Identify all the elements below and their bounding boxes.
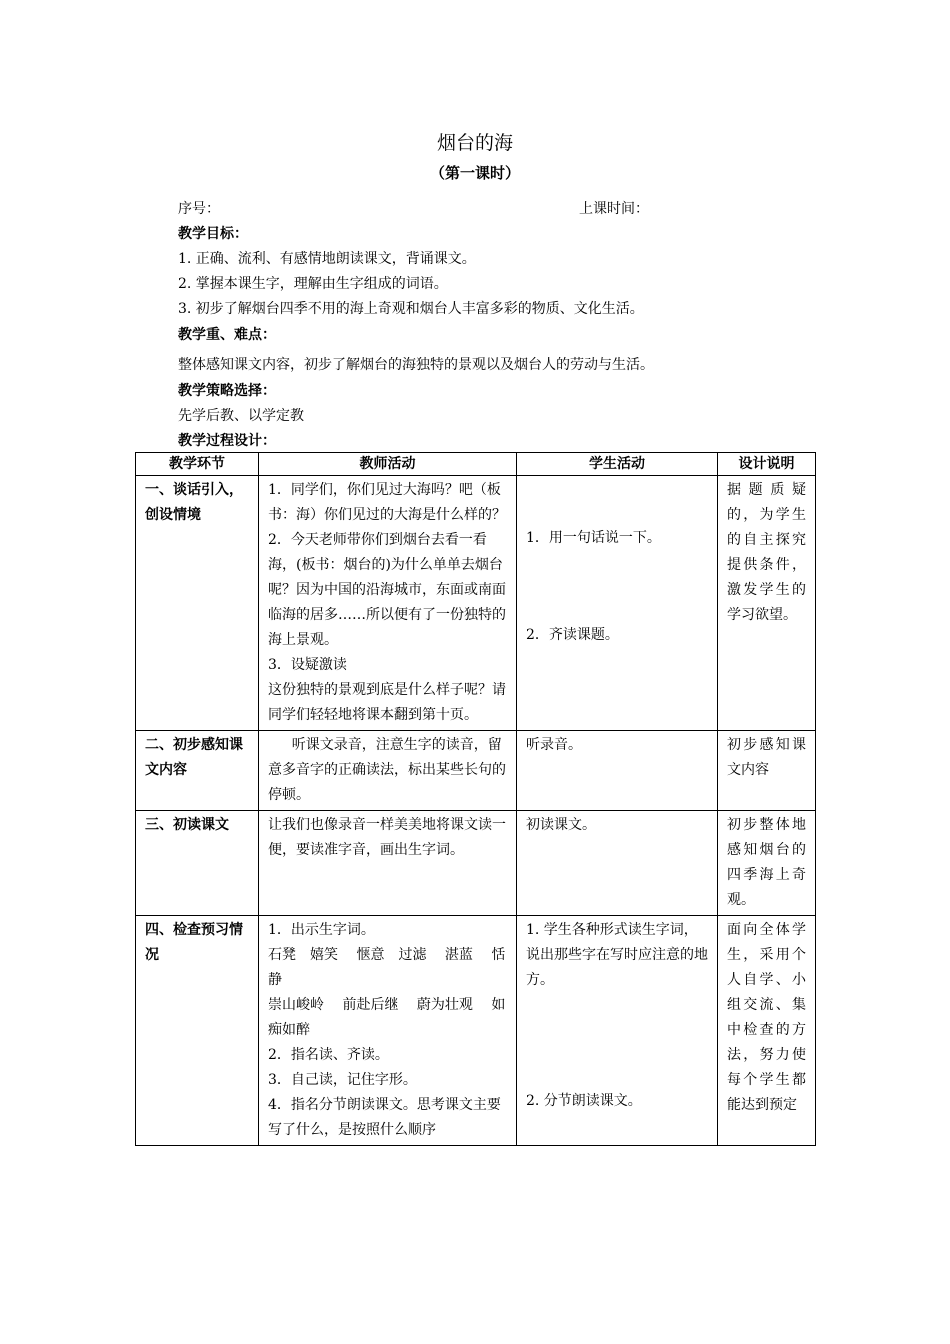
teacher-cell [259, 916, 517, 1146]
table-row [136, 731, 816, 811]
student-cell: 初读课文。 [517, 811, 718, 916]
goal-item-2: 2. 掌握本课生字，理解由生字组成的词语。 [178, 276, 448, 292]
strategy-text: 先学后教、以学定教 [178, 408, 304, 424]
stage-cell: 二、初步感知课文内容 [136, 731, 259, 811]
teacher-text: 1．出示生字词。 [268, 922, 375, 938]
note-cell: 初步整体地感知烟台的四季海上奇观。 [718, 811, 816, 916]
note-cell: 初步感知课文内容 [718, 731, 816, 811]
header-info-row [178, 198, 878, 220]
header-note: 设计说明 [718, 453, 816, 476]
goals-heading: 教学目标： [178, 226, 248, 242]
teacher-cell: 听课文录音，注意生字的读音，留意多音字的正确读法，标出某些长句的停顿。 [259, 731, 517, 811]
student-cell [517, 916, 718, 1146]
table-row [136, 476, 816, 731]
teacher-text: 3．自己读，记住字形。 [268, 1072, 417, 1088]
stage-cell: 四、检查预习情况 [136, 916, 259, 1146]
teacher-cell: 让我们也像录音一样美美地将课文读一便，要读准字音，画出生字词。 [259, 811, 517, 916]
student-text: 1. 学生各种形式读生字词，说出那些字在写时应注意的地方。 [526, 922, 708, 988]
student-text: 1．用一句话说一下。 [526, 530, 661, 546]
table-row [136, 916, 816, 1146]
serial-label: 序号： [178, 201, 220, 217]
stage-cell: 一、谈话引入，创设情境 [136, 476, 259, 731]
document-subtitle: （第一课时） [429, 164, 520, 182]
table-header-row [136, 453, 816, 476]
note-cell: 据题质疑的，为学生的自主探究提供条件，激发学生的学习欲望。 [718, 476, 816, 731]
student-cell: 听录音。 [517, 731, 718, 811]
header-student: 学生活动 [517, 453, 718, 476]
teacher-cell [259, 476, 517, 731]
teacher-text: 2．指名读、齐读。 [268, 1047, 389, 1063]
student-text: 2．齐读课题。 [526, 627, 619, 643]
teacher-text: 2．今天老师带你们到烟台去看一看海，(板书：烟台的)为什么单单去烟台呢？因为中国的沿海城市，东面或南面临海的居多……所以便有了一份独特的海上景观。 [268, 532, 506, 648]
teacher-text: 崇山峻岭 前赴后继 蔚为壮观 如痴如醉 [268, 997, 506, 1038]
lesson-plan-table [135, 452, 816, 1146]
teacher-text: 1．同学们，你们见过大海吗？吧（板书：海）你们见过的大海是什么样的？ [268, 482, 506, 523]
key-points-text: 整体感知课文内容，初步了解烟台的海独特的景观以及烟台人的劳动与生活。 [178, 357, 654, 373]
student-cell [517, 476, 718, 731]
process-heading: 教学过程设计： [178, 433, 276, 449]
teacher-text: 4．指名分节朗读课文。思考课文主要写了什么，是按照什么顺序 [268, 1097, 501, 1138]
class-time-label: 上课时间： [579, 201, 649, 217]
teacher-text: 3．设疑激读 [268, 657, 347, 673]
stage-cell: 三、初读课文 [136, 811, 259, 916]
header-teacher: 教师活动 [259, 453, 517, 476]
document-title: 烟台的海 [436, 132, 513, 154]
key-points-heading: 教学重、难点： [178, 327, 276, 343]
teacher-text: 这份独特的景观到底是什么样子呢？请同学们轻轻地将课本翻到第十页。 [268, 682, 506, 723]
header-stage: 教学环节 [136, 453, 259, 476]
table-row [136, 811, 816, 916]
teacher-text: 石凳 嬉笑 惬意 过滤 湛蓝 恬静 [268, 947, 506, 988]
student-text: 2. 分节朗读课文。 [526, 1093, 642, 1109]
goal-item-1: 1. 正确、流利、有感情地朗读课文，背诵课文。 [178, 251, 476, 267]
goal-item-3: 3. 初步了解烟台四季不用的海上奇观和烟台人丰富多彩的物质、文化生活。 [178, 301, 644, 317]
strategy-heading: 教学策略选择： [178, 383, 276, 399]
note-cell: 面向全体学生，采用个人自学、小组交流、集中检查的方法，努力使每个学生都能达到预定 [718, 916, 816, 1146]
